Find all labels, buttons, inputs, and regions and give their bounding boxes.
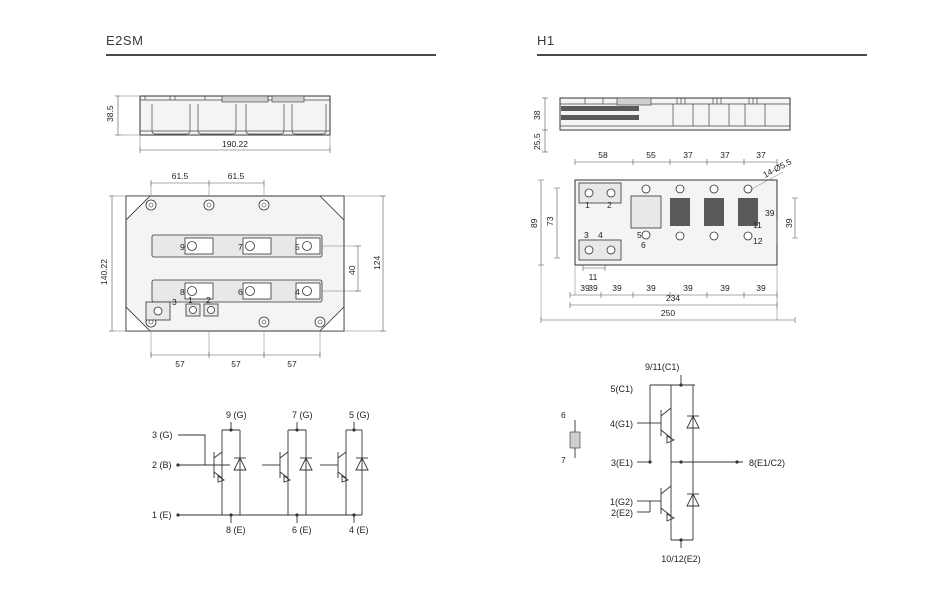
pin-label-9g: 9 (G): [226, 410, 247, 420]
dim-side-255: 25.5: [532, 133, 542, 150]
pin-label-6: 6: [561, 410, 566, 420]
label-8e1c2: 8(E1/C2): [749, 458, 786, 468]
dim-inner-39: 39: [588, 283, 598, 293]
circuit-left: [152, 410, 370, 535]
terminal-label-r4: 4: [598, 230, 603, 240]
dim-top-right-615: 61.5: [227, 171, 245, 181]
label-911c1: 9/11(C1): [645, 362, 680, 372]
dim-top-37-2: 37: [720, 150, 730, 160]
top-view-right: [529, 150, 798, 323]
terminal-label-2: 2: [206, 295, 211, 305]
terminal-label-r12: 12: [753, 236, 763, 246]
label-2e2: 2(E2): [610, 508, 633, 518]
dim-right-40: 40: [347, 265, 357, 275]
terminal-label-8: 8: [180, 287, 185, 297]
label-5c1: 5(C1): [610, 384, 633, 394]
dim-bottom-57-2: 57: [231, 359, 241, 369]
dim-top-left-615: 61.5: [171, 171, 189, 181]
dim-right-39b: 39: [765, 208, 775, 218]
terminal-label-3: 3: [172, 297, 177, 307]
dim-top-37-3: 37: [756, 150, 766, 160]
dim-right-39a: 39: [784, 218, 794, 228]
dim-left-89: 89: [529, 218, 539, 228]
terminal-label-r11: 11: [753, 220, 762, 230]
dim-top-37-1: 37: [683, 150, 693, 160]
pin-label-3g: 3 (G): [152, 430, 173, 440]
dim-bottom-39-2: 39: [612, 283, 622, 293]
pin-label-4e: 4 (E): [349, 525, 369, 535]
terminal-label-r3: 3: [584, 230, 589, 240]
terminal-label-9: 9: [180, 242, 185, 252]
label-4g1: 4(G1): [609, 419, 633, 429]
terminal-label-5: 5: [295, 242, 300, 252]
side-view-right: [532, 98, 790, 152]
dim-bottom-39-6: 39: [756, 283, 766, 293]
pin-label-5g: 5 (G): [349, 410, 370, 420]
terminal-label-1: 1: [188, 295, 193, 305]
panel-title-right: H1: [537, 33, 555, 48]
terminal-label-4: 4: [295, 287, 300, 297]
dim-bottom-39-1: 39: [580, 283, 590, 293]
dim-bottom-57-3: 57: [287, 359, 297, 369]
pin-label-8e: 8 (E): [226, 525, 246, 535]
pin-label-7g: 7 (G): [292, 410, 313, 420]
pin-label-2b: 2 (B): [152, 460, 172, 470]
dim-top-55: 55: [646, 150, 656, 160]
terminal-label-r6: 6: [641, 240, 646, 250]
terminal-label-r2: 2: [607, 200, 612, 210]
pin-label-7: 7: [561, 455, 566, 465]
top-view-left: [99, 171, 386, 369]
dim-bottom-57-1: 57: [175, 359, 185, 369]
panel-title-left: E2SM: [106, 33, 144, 48]
terminal-label-7: 7: [238, 242, 243, 252]
circuit-right: [561, 362, 785, 564]
dim-overall-250: 250: [660, 308, 676, 318]
dim-top-overall-height: 140.22: [99, 259, 109, 285]
dim-left-73: 73: [545, 216, 555, 226]
dim-side-38: 38: [532, 110, 542, 120]
dim-side-height: 38.5: [105, 105, 115, 122]
dim-overall-234: 234: [665, 293, 681, 303]
panel-h1: [465, 0, 930, 591]
dim-side-width: 190.22: [222, 139, 248, 149]
pin-label-6e: 6 (E): [292, 525, 312, 535]
terminal-label-6: 6: [238, 287, 243, 297]
pin-label-1e: 1 (E): [152, 510, 172, 520]
dim-right-124: 124: [372, 255, 382, 270]
note-hole-size: 14-Ø5.5: [761, 156, 794, 180]
dim-bottom-39-4: 39: [683, 283, 693, 293]
side-view-left: [105, 96, 330, 153]
label-3e1: 3(E1): [610, 458, 633, 468]
dim-bottom-39-5: 39: [720, 283, 730, 293]
terminal-label-r5: 5: [637, 230, 642, 240]
dim-bottom-39-3: 39: [646, 283, 656, 293]
label-1012e2: 10/12(E2): [661, 554, 701, 564]
dim-inner-11: 11: [588, 272, 598, 282]
terminal-label-r1: 1: [585, 200, 590, 210]
label-1g2: 1(G2): [609, 497, 633, 507]
dim-top-58: 58: [598, 150, 608, 160]
drawing-right: [465, 0, 930, 591]
